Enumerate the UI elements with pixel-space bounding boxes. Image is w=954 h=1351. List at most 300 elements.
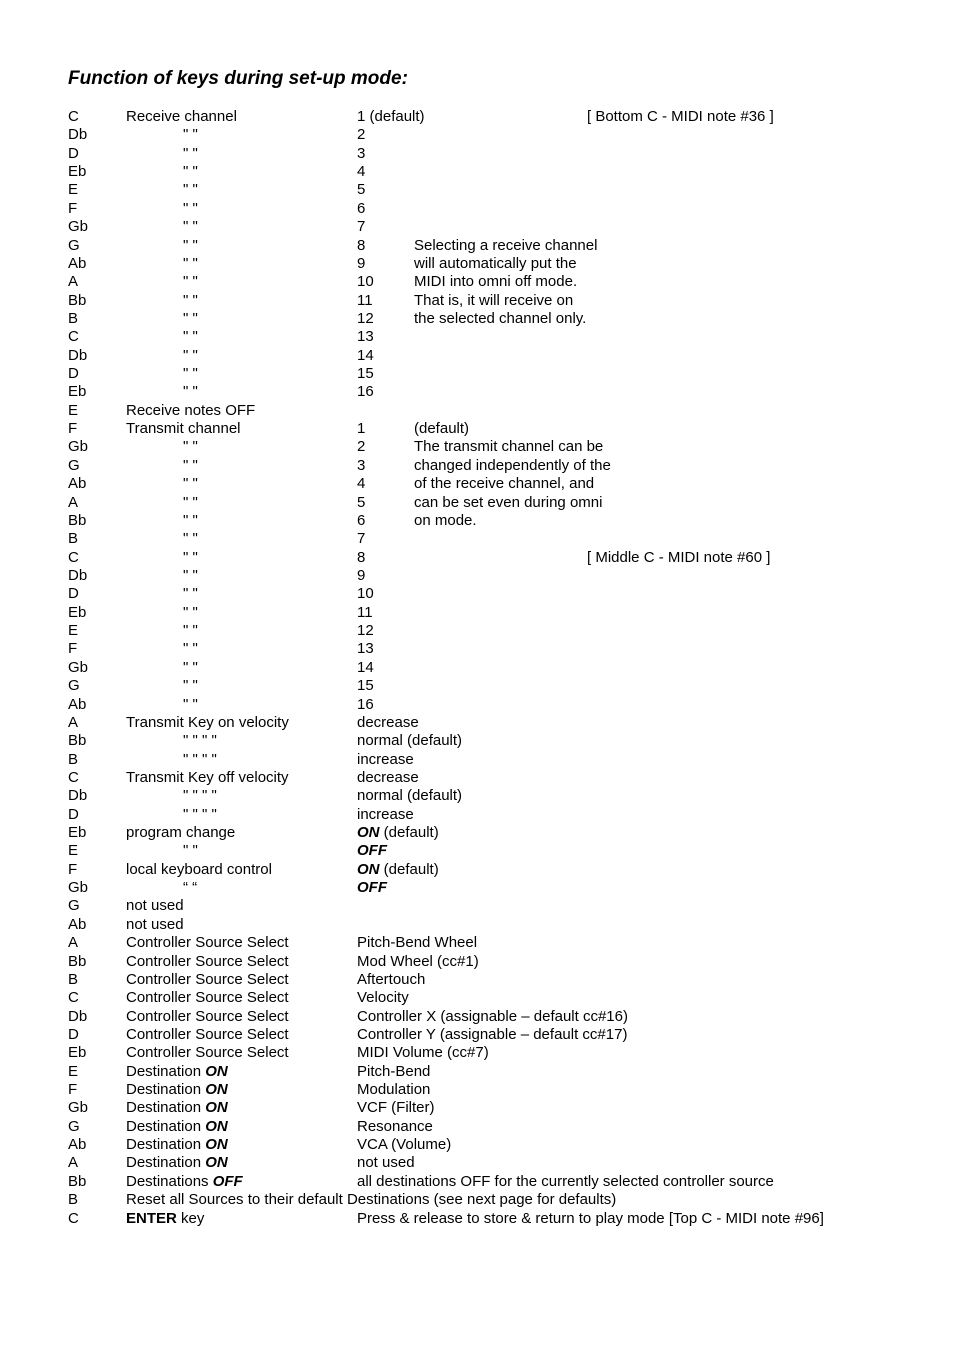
- function-text: Destination: [126, 1099, 206, 1117]
- table-row: [0, 604, 954, 622]
- table-row: [0, 1099, 954, 1117]
- function-text: Controller Source Select: [126, 989, 289, 1007]
- key-name: Gb: [68, 438, 89, 456]
- value-text: 1 (default): [357, 108, 425, 125]
- function-value: [357, 934, 477, 952]
- table-row: [0, 1118, 954, 1136]
- key-name: Eb: [68, 1044, 87, 1062]
- function-text: not used: [126, 897, 184, 915]
- key-name: D: [68, 585, 79, 603]
- table-row: [0, 292, 954, 310]
- value-text: 16: [357, 383, 374, 401]
- table-row: [0, 714, 954, 732]
- table-row: [0, 200, 954, 218]
- function-value: [357, 255, 365, 273]
- note-text: Selecting a receive channel: [414, 236, 598, 254]
- key-name: E: [68, 842, 79, 860]
- key-name: Bb: [68, 732, 87, 750]
- key-name: F: [68, 640, 78, 658]
- table-row: [0, 163, 954, 181]
- function-text: " ": [183, 273, 198, 291]
- key-name: C: [68, 548, 79, 566]
- key-name: G: [68, 1117, 80, 1135]
- key-function: [183, 677, 198, 695]
- key-function: [126, 897, 184, 915]
- table-row: [0, 218, 954, 236]
- key-name: B: [68, 1191, 79, 1209]
- table-row: [0, 310, 954, 328]
- value-text: Mod Wheel (cc#1): [357, 952, 479, 970]
- value-text: all destinations OFF for the currently selected controller source: [357, 1172, 774, 1190]
- function-text: Transmit Key on velocity: [126, 713, 289, 731]
- key-function: [126, 1136, 228, 1154]
- function-value: [357, 310, 374, 328]
- function-text: Destination: [126, 1136, 206, 1154]
- function-state-text: ON: [205, 1136, 228, 1154]
- key-function: [183, 475, 198, 493]
- table-row: [0, 1210, 954, 1228]
- table-row: [0, 1008, 954, 1026]
- function-value: [357, 604, 373, 622]
- function-value: [357, 126, 365, 144]
- function-text: Destination: [126, 1117, 206, 1135]
- key-name: F: [68, 420, 78, 438]
- function-text: " ": [183, 236, 198, 254]
- function-text: " ": [183, 383, 198, 401]
- key-function: [126, 1081, 228, 1099]
- key-function: [183, 751, 217, 769]
- function-text: " ": [183, 511, 198, 529]
- table-row: [0, 989, 954, 1007]
- value-text: normal (default): [357, 732, 463, 750]
- key-function: [183, 549, 198, 567]
- function-text: Controller Source Select: [126, 970, 289, 988]
- value-text: 4: [357, 163, 366, 181]
- table-row: [0, 897, 954, 915]
- function-text: Receive notes OFF: [126, 401, 256, 419]
- function-text: " ": [183, 548, 198, 566]
- key-function: [183, 126, 198, 144]
- function-text: Controller Source Select: [126, 1044, 289, 1062]
- table-row: [0, 806, 954, 824]
- value-state-text: OFF: [357, 842, 387, 860]
- function-text: Destination: [126, 1154, 206, 1172]
- key-name: B: [68, 750, 79, 768]
- value-text: Controller X (assignable – default cc#16): [357, 1007, 628, 1025]
- midi-note-reference: [ Middle C - MIDI note #60 ]: [587, 548, 771, 566]
- function-value: [357, 769, 419, 787]
- key-name: Bb: [68, 511, 87, 529]
- key-function: [183, 622, 198, 640]
- function-value: [357, 237, 365, 255]
- function-state-text: ON: [205, 1081, 228, 1099]
- key-function: [126, 861, 272, 879]
- function-text: Destination: [126, 1062, 206, 1080]
- function-state-text: ON: [205, 1062, 228, 1080]
- key-function: [126, 1026, 289, 1044]
- function-text: program change: [126, 824, 236, 842]
- key-name: Ab: [68, 1136, 87, 1154]
- key-function: [183, 659, 198, 677]
- function-text: " ": [183, 456, 198, 474]
- key-function: [183, 732, 217, 750]
- table-row: [0, 347, 954, 365]
- key-function: [183, 640, 198, 658]
- key-name: E: [68, 401, 79, 419]
- key-function: [126, 971, 289, 989]
- key-function: [183, 163, 198, 181]
- function-text: " ": [183, 163, 198, 181]
- function-text: Receive channel: [126, 108, 237, 125]
- function-value: [357, 824, 439, 842]
- table-row: [0, 549, 954, 567]
- value-text: 8: [357, 548, 366, 566]
- value-text: 7: [357, 218, 366, 236]
- value-text: MIDI Volume (cc#7): [357, 1044, 489, 1062]
- key-function: [126, 1154, 228, 1172]
- value-text: 14: [357, 346, 374, 364]
- value-text: 13: [357, 640, 374, 658]
- function-value: [357, 145, 365, 163]
- note-text: on mode.: [414, 511, 477, 529]
- function-value: [357, 585, 374, 603]
- table-row: [0, 494, 954, 512]
- function-text: " ": [183, 199, 198, 217]
- table-row: [0, 585, 954, 603]
- key-name: Db: [68, 346, 88, 364]
- value-text: 6: [357, 511, 366, 529]
- key-name: F: [68, 860, 78, 878]
- function-value: [357, 383, 374, 401]
- table-row: [0, 824, 954, 842]
- function-text: " " " ": [183, 787, 217, 805]
- key-function: [183, 218, 198, 236]
- table-row: [0, 1191, 954, 1209]
- function-value: [357, 457, 365, 475]
- function-value: [357, 879, 387, 897]
- function-value: [357, 365, 374, 383]
- function-value: [357, 732, 462, 750]
- function-value: [357, 806, 414, 824]
- key-function: [126, 1210, 204, 1228]
- function-value: [357, 1081, 430, 1099]
- value-text: 12: [357, 622, 374, 640]
- value-text: decrease: [357, 713, 419, 731]
- value-text: 13: [357, 328, 374, 346]
- function-value: [357, 1026, 627, 1044]
- value-text: VCA (Volume): [357, 1136, 452, 1154]
- function-value: [357, 953, 479, 971]
- function-state-text: OFF: [212, 1172, 243, 1190]
- function-value: [357, 512, 365, 530]
- table-row: [0, 420, 954, 438]
- key-name: C: [68, 768, 79, 786]
- function-value: [357, 347, 374, 365]
- key-function: [183, 365, 198, 383]
- table-row: [0, 567, 954, 585]
- key-name: G: [68, 236, 80, 254]
- table-row: [0, 402, 954, 420]
- function-text: Controller Source Select: [126, 934, 289, 952]
- function-text: " ": [183, 658, 198, 676]
- table-row: [0, 1081, 954, 1099]
- function-text: " " " ": [183, 732, 217, 750]
- function-value: [357, 622, 374, 640]
- table-row: [0, 677, 954, 695]
- function-text: " ": [183, 493, 198, 511]
- function-value: [357, 659, 374, 677]
- function-value: [357, 530, 365, 548]
- function-value: [357, 273, 374, 291]
- function-text: " ": [183, 218, 198, 236]
- function-text: " ": [183, 346, 198, 364]
- table-row: [0, 1173, 954, 1191]
- value-text: Aftertouch: [357, 970, 426, 988]
- table-row: [0, 512, 954, 530]
- key-function: [183, 292, 198, 310]
- key-function: [183, 806, 217, 824]
- note-text: MIDI into omni off mode.: [414, 273, 578, 291]
- key-name: G: [68, 677, 80, 695]
- value-text: 6: [357, 199, 366, 217]
- function-text: " ": [183, 603, 198, 621]
- table-row: [0, 842, 954, 860]
- value-text: normal (default): [357, 787, 463, 805]
- value-text: Press & release to store & return to play mode [Top C - MIDI note #96]: [357, 1209, 824, 1227]
- function-value: [357, 200, 365, 218]
- table-row: [0, 438, 954, 456]
- value-text: 11: [357, 603, 373, 621]
- value-text: 10: [357, 273, 374, 291]
- value-text: VCF (Filter): [357, 1099, 435, 1117]
- function-text: " ": [183, 438, 198, 456]
- function-value: [357, 677, 374, 695]
- value-text: 9: [357, 254, 366, 272]
- key-name: E: [68, 1062, 79, 1080]
- function-text: Transmit Key off velocity: [126, 768, 289, 786]
- table-row: [0, 787, 954, 805]
- function-text: local keyboard control: [126, 860, 272, 878]
- function-text: key: [176, 1209, 205, 1227]
- key-function: [183, 181, 198, 199]
- function-value: [357, 163, 365, 181]
- key-function: [126, 1044, 289, 1062]
- function-text: Destination: [126, 1081, 206, 1099]
- table-row: [0, 328, 954, 346]
- function-text: " ": [183, 144, 198, 162]
- function-value: [357, 1044, 489, 1062]
- function-value: [357, 714, 419, 732]
- key-function: [183, 438, 198, 456]
- function-state-text: ON: [205, 1154, 228, 1172]
- value-text: 15: [357, 365, 374, 383]
- function-text: " ": [183, 181, 198, 199]
- function-text: Controller Source Select: [126, 1025, 289, 1043]
- key-function: [183, 879, 197, 897]
- key-name: Gb: [68, 658, 89, 676]
- function-state-text: ON: [205, 1117, 228, 1135]
- function-value: [357, 438, 365, 456]
- key-function: [183, 585, 198, 603]
- value-text: not used: [357, 1154, 415, 1172]
- function-value: [357, 842, 387, 860]
- function-value: [357, 1210, 824, 1228]
- function-value: [357, 1118, 433, 1136]
- function-value: [357, 549, 365, 567]
- function-value: [357, 787, 462, 805]
- function-text: Controller Source Select: [126, 1007, 289, 1025]
- key-name: Gb: [68, 1099, 89, 1117]
- key-function: [126, 1173, 243, 1191]
- key-function: [183, 787, 217, 805]
- key-name: Ab: [68, 695, 87, 713]
- note-text: can be set even during omni: [414, 493, 603, 511]
- value-text: Resonance: [357, 1117, 433, 1135]
- table-row: [0, 126, 954, 144]
- table-row: [0, 640, 954, 658]
- key-function: [183, 237, 198, 255]
- function-text: " ": [183, 695, 198, 713]
- key-function: [183, 457, 198, 475]
- function-value: [357, 475, 365, 493]
- table-row: [0, 475, 954, 493]
- function-text: Transmit channel: [126, 420, 241, 438]
- function-value: [357, 1136, 451, 1154]
- table-row: [0, 953, 954, 971]
- value-text: 12: [357, 309, 374, 327]
- key-name: D: [68, 144, 79, 162]
- function-text: not used: [126, 915, 184, 933]
- key-function: [126, 1008, 289, 1026]
- table-row: [0, 934, 954, 952]
- table-row: [0, 696, 954, 714]
- table-row: [0, 1026, 954, 1044]
- key-name: G: [68, 897, 80, 915]
- note-text: That is, it will receive on: [414, 291, 574, 309]
- function-text: " ": [183, 842, 198, 860]
- function-value: [357, 292, 373, 310]
- table-row: [0, 1154, 954, 1172]
- function-text: " " " ": [183, 805, 217, 823]
- function-value: [357, 1154, 415, 1172]
- key-function: [183, 383, 198, 401]
- key-name: D: [68, 365, 79, 383]
- key-function: [183, 255, 198, 273]
- key-name: Ab: [68, 915, 87, 933]
- key-name: A: [68, 1154, 79, 1172]
- table-row: [0, 769, 954, 787]
- table-row: [0, 879, 954, 897]
- function-value: [357, 567, 365, 585]
- function-text: “ “: [183, 879, 198, 897]
- key-name: D: [68, 1025, 79, 1043]
- key-function: [126, 420, 241, 438]
- value-text: Velocity: [357, 989, 409, 1007]
- key-function: [126, 1118, 228, 1136]
- key-function: [183, 567, 198, 585]
- table-row: [0, 861, 954, 879]
- midi-note-reference: [ Bottom C - MIDI note #36 ]: [587, 108, 774, 125]
- value-text: 15: [357, 677, 374, 695]
- table-row: [0, 732, 954, 750]
- key-name: Gb: [68, 879, 89, 897]
- key-function: [183, 200, 198, 218]
- function-text: Destinations: [126, 1172, 213, 1190]
- key-function: [183, 347, 198, 365]
- key-function: [183, 604, 198, 622]
- function-value: [357, 751, 414, 769]
- key-function: [183, 494, 198, 512]
- table-row: [0, 916, 954, 934]
- key-function: [183, 145, 198, 163]
- key-function: [183, 328, 198, 346]
- table-row: [0, 457, 954, 475]
- key-name: B: [68, 970, 79, 988]
- key-function: [183, 530, 198, 548]
- table-row: [0, 181, 954, 199]
- function-value: [357, 1063, 430, 1081]
- key-name: F: [68, 199, 78, 217]
- function-text: Reset all Sources to their default Destinations (see next page for defaults): [126, 1191, 617, 1209]
- value-text: 3: [357, 144, 366, 162]
- key-name: Db: [68, 566, 88, 584]
- key-name: Gb: [68, 218, 89, 236]
- key-name: D: [68, 805, 79, 823]
- function-value: [357, 494, 365, 512]
- key-function: [183, 310, 198, 328]
- table-row: [0, 751, 954, 769]
- key-name: B: [68, 309, 79, 327]
- value-text: Pitch-Bend Wheel: [357, 934, 478, 952]
- key-function: [126, 1063, 228, 1081]
- key-name: C: [68, 328, 79, 346]
- key-name: E: [68, 622, 79, 640]
- function-value: [357, 861, 439, 879]
- key-function: [126, 1191, 616, 1209]
- note-text: will automatically put the: [414, 254, 577, 272]
- note-text: the selected channel only.: [414, 309, 587, 327]
- function-text: " " " ": [183, 750, 217, 768]
- value-text: increase: [357, 750, 414, 768]
- function-value: [357, 1173, 774, 1191]
- value-state-text: ON: [357, 824, 380, 842]
- function-text: " ": [183, 328, 198, 346]
- function-text: " ": [183, 530, 198, 548]
- table-row: [0, 971, 954, 989]
- table-row: [0, 365, 954, 383]
- value-state-text: OFF: [357, 879, 387, 897]
- table-row: [0, 1063, 954, 1081]
- function-text: " ": [183, 640, 198, 658]
- key-name: Ab: [68, 254, 87, 272]
- function-text: " ": [183, 291, 198, 309]
- key-name: G: [68, 456, 80, 474]
- function-value: [357, 989, 409, 1007]
- key-name: Eb: [68, 824, 87, 842]
- function-bold-text: ENTER: [126, 1209, 177, 1227]
- value-text: 2: [357, 438, 366, 456]
- value-text: increase: [357, 805, 414, 823]
- function-value: [357, 181, 365, 199]
- function-text: " ": [183, 622, 198, 640]
- function-text: " ": [183, 566, 198, 584]
- note-text: changed independently of the: [414, 456, 611, 474]
- key-name: C: [68, 108, 79, 125]
- function-value: [357, 218, 365, 236]
- key-name: Eb: [68, 163, 87, 181]
- key-name: Bb: [68, 291, 87, 309]
- key-name: A: [68, 273, 79, 291]
